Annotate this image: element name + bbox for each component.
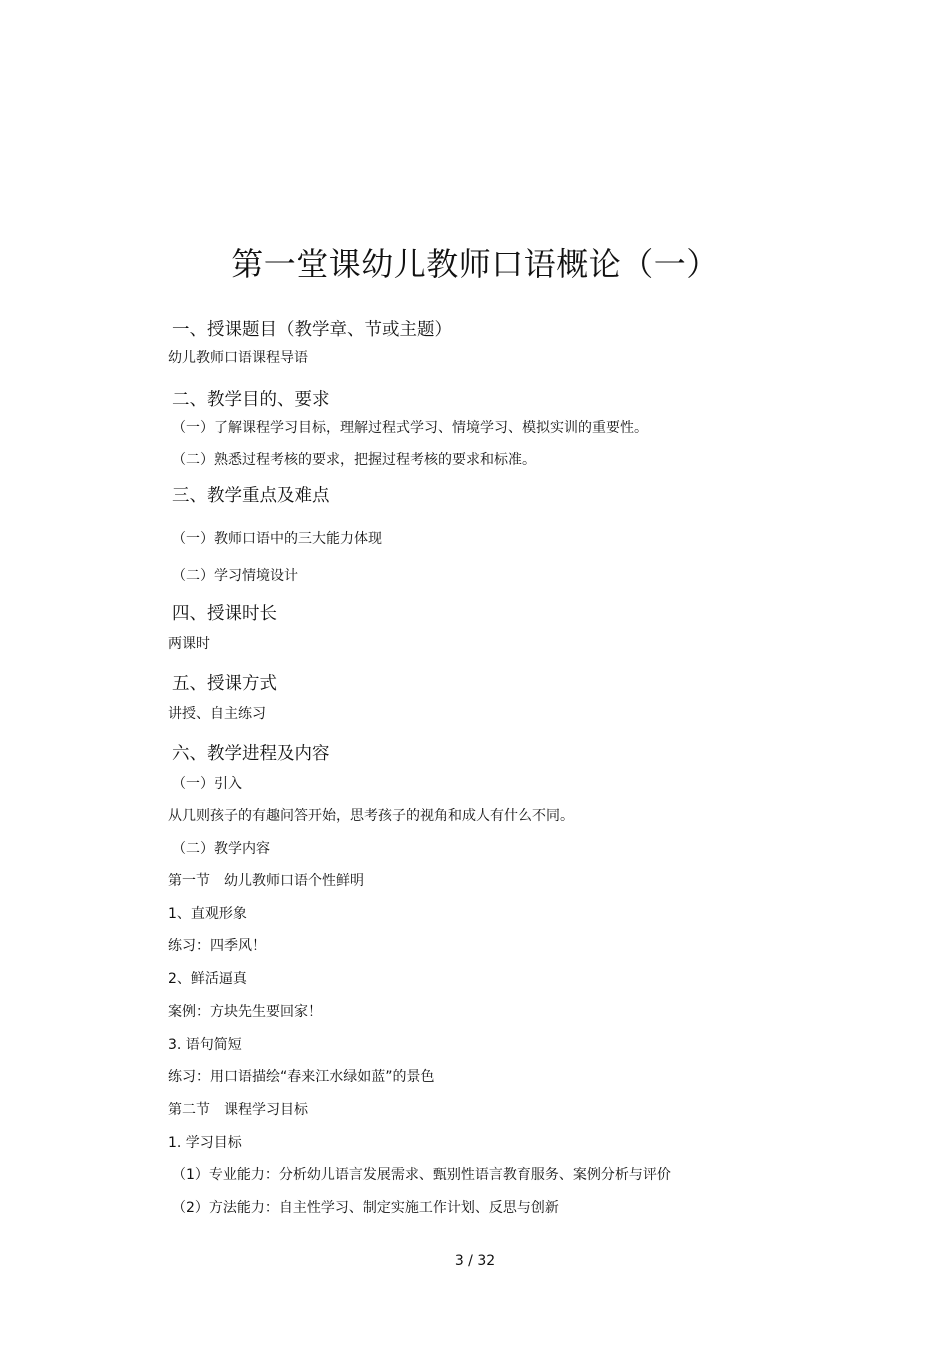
section-text: （二）教学内容 [172, 841, 270, 857]
section-heading-2: 二、教学目的、要求 [172, 390, 330, 410]
document-title: 第一堂课幼儿教师口语概论（一） [231, 245, 719, 283]
section-text: （1）专业能力：分析幼儿语言发展需求、甄别性语言教育服务、案例分析与评价 [172, 1167, 671, 1183]
page-number: 3 / 32 [454, 1253, 496, 1269]
section-text: （二）学习情境设计 [172, 568, 298, 584]
section-text: 2、鲜活逼真 [168, 971, 247, 987]
section-text: 练习：四季风！ [168, 938, 266, 954]
section-text: （一）引入 [172, 776, 242, 792]
section-text: （二）熟悉过程考核的要求，把握过程考核的要求和标准。 [172, 452, 536, 468]
section-text: 幼儿教师口语课程导语 [168, 350, 308, 366]
section-text: 练习：用口语描绘“春来江水绿如蓝”的景色 [168, 1069, 435, 1085]
section-text: 1. 学习目标 [168, 1135, 242, 1151]
section-text: （一）了解课程学习目标，理解过程式学习、情境学习、模拟实训的重要性。 [172, 420, 648, 436]
section-heading-1: 一、授课题目（教学章、节或主题） [172, 320, 452, 340]
section-text: 第一节 幼儿教师口语个性鲜明 [168, 873, 364, 889]
section-text: 两课时 [168, 636, 210, 652]
section-text: 从几则孩子的有趣问答开始，思考孩子的视角和成人有什么不同。 [168, 808, 574, 824]
section-text: 第二节 课程学习目标 [168, 1102, 308, 1118]
section-heading-3: 三、教学重点及难点 [172, 486, 330, 506]
section-text: （2）方法能力：自主性学习、制定实施工作计划、反思与创新 [172, 1200, 559, 1216]
section-heading-6: 六、教学进程及内容 [172, 744, 330, 764]
section-heading-5: 五、授课方式 [172, 674, 277, 694]
section-text: 3. 语句简短 [168, 1037, 242, 1053]
section-text: 讲授、自主练习 [168, 706, 266, 722]
section-text: （一）教师口语中的三大能力体现 [172, 531, 382, 547]
section-text: 案例：方块先生要回家！ [168, 1004, 322, 1020]
section-heading-4: 四、授课时长 [172, 604, 277, 624]
section-text: 1、直观形象 [168, 906, 247, 922]
